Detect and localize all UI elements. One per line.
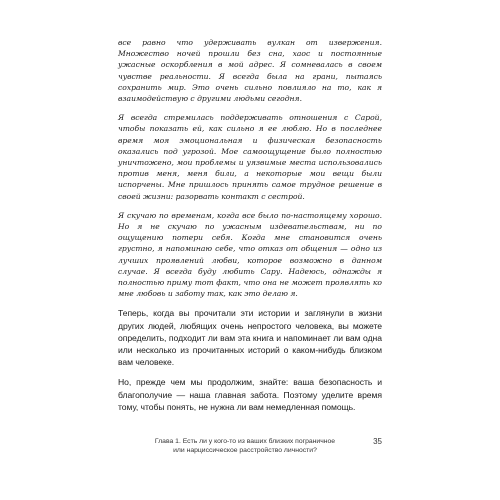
page-number: 35 (373, 437, 382, 446)
body-paragraph: Теперь, когда вы прочитали эти истории и заглянули в жизни других людей, любящих очень непростого человека, вы можете определить, подходит ли вам эта книга и напоминает ли вам одна или несколько из прочитанных историй о каком-нибудь близком вам человеке. (118, 308, 382, 368)
story-paragraph: все равно что удерживать вулкан от извержения. Множество ночей прошли без сна, хаос и постоянные ужасные оскорбления в мой адрес. Я сомневалась в своем чувстве реальности. Я всегда была на грани, пытаясь сохранить мир. Это очень сильно повлияло на то, как я взаимодействую с другими людьми сегодня. (118, 38, 382, 104)
story-paragraph: Я скучаю по временам, когда все было по-настоящему хорошо. Но я не скучаю по ужасным издевательствам, ни по ощущению потери себя. Когда мне становится очень грустно, я напоминаю себе, что отказ от общения — одно из лучших проявлений любви, которое возможно в данном случае. Я всегда буду любить Сару. Надеюсь, однажды я полностью приму тот факт, что она не может проявлять ко мне любовь и заботу так, как это делаю я. (118, 210, 382, 299)
story-paragraph: Я всегда стремилась поддерживать отношения с Сарой, чтобы показать ей, как сильно я ее люблю. Но в последнее время моя эмоциональная и физическая безопасность оказались под угрозой. Мое самоощущение было полностью уничтожено, мои проблемы и уязвимые места использовались против меня, меня били, а некоторые мои вещи были испорчены. Мне пришлось принять самое трудное решение в своей жизни: разорвать контакт с сестрой. (118, 113, 382, 201)
body-paragraph: Но, прежде чем мы продолжим, знайте: ваша безопасность и благополучие — наша главная забота. Поэтому уделите время тому, чтобы понять, не нужна ли вам немедленная помощь. (118, 377, 382, 412)
running-footer (130, 437, 360, 455)
chapter-title-line: или нарциссическое расстройство личности? (173, 447, 317, 454)
chapter-title-line: Глава 1. Есть ли у кого-то из ваших близких пограничное (154, 438, 336, 445)
body-text (118, 37, 382, 421)
